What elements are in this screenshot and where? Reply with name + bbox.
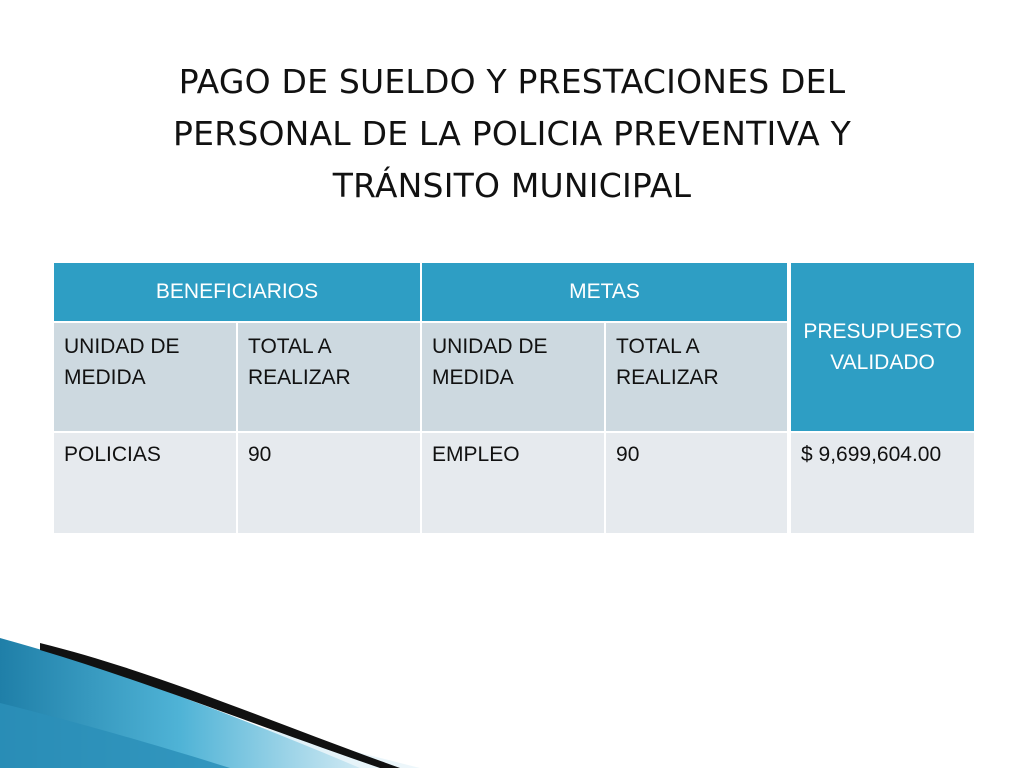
subheader-met-total: TOTAL A REALIZAR <box>605 322 789 432</box>
budget-table <box>52 261 976 535</box>
header-metas: METAS <box>421 262 789 322</box>
slide-title <box>60 56 964 212</box>
budget-table-container <box>52 261 976 535</box>
cell-presupuesto: $ 9,699,604.00 <box>789 432 975 534</box>
title-line-2: PERSONAL DE LA POLICIA PREVENTIVA Y <box>173 114 851 153</box>
header-beneficiarios: BENEFICIARIOS <box>53 262 421 322</box>
group-header-row <box>53 262 975 322</box>
cell-met-unidad: EMPLEO <box>421 432 605 534</box>
subheader-met-unidad: UNIDAD DE MEDIDA <box>421 322 605 432</box>
table-row <box>53 432 975 534</box>
title-line-1: PAGO DE SUELDO Y PRESTACIONES DEL <box>178 62 846 101</box>
subheader-ben-total: TOTAL A REALIZAR <box>237 322 421 432</box>
cell-met-total: 90 <box>605 432 789 534</box>
cell-ben-total: 90 <box>237 432 421 534</box>
subheader-ben-unidad: UNIDAD DE MEDIDA <box>53 322 237 432</box>
decorative-wave-graphic <box>0 628 1024 768</box>
title-line-3: TRÁNSITO MUNICIPAL <box>332 166 692 205</box>
cell-ben-unidad: POLICIAS <box>53 432 237 534</box>
header-presupuesto: PRESUPUESTO VALIDADO <box>789 262 975 432</box>
